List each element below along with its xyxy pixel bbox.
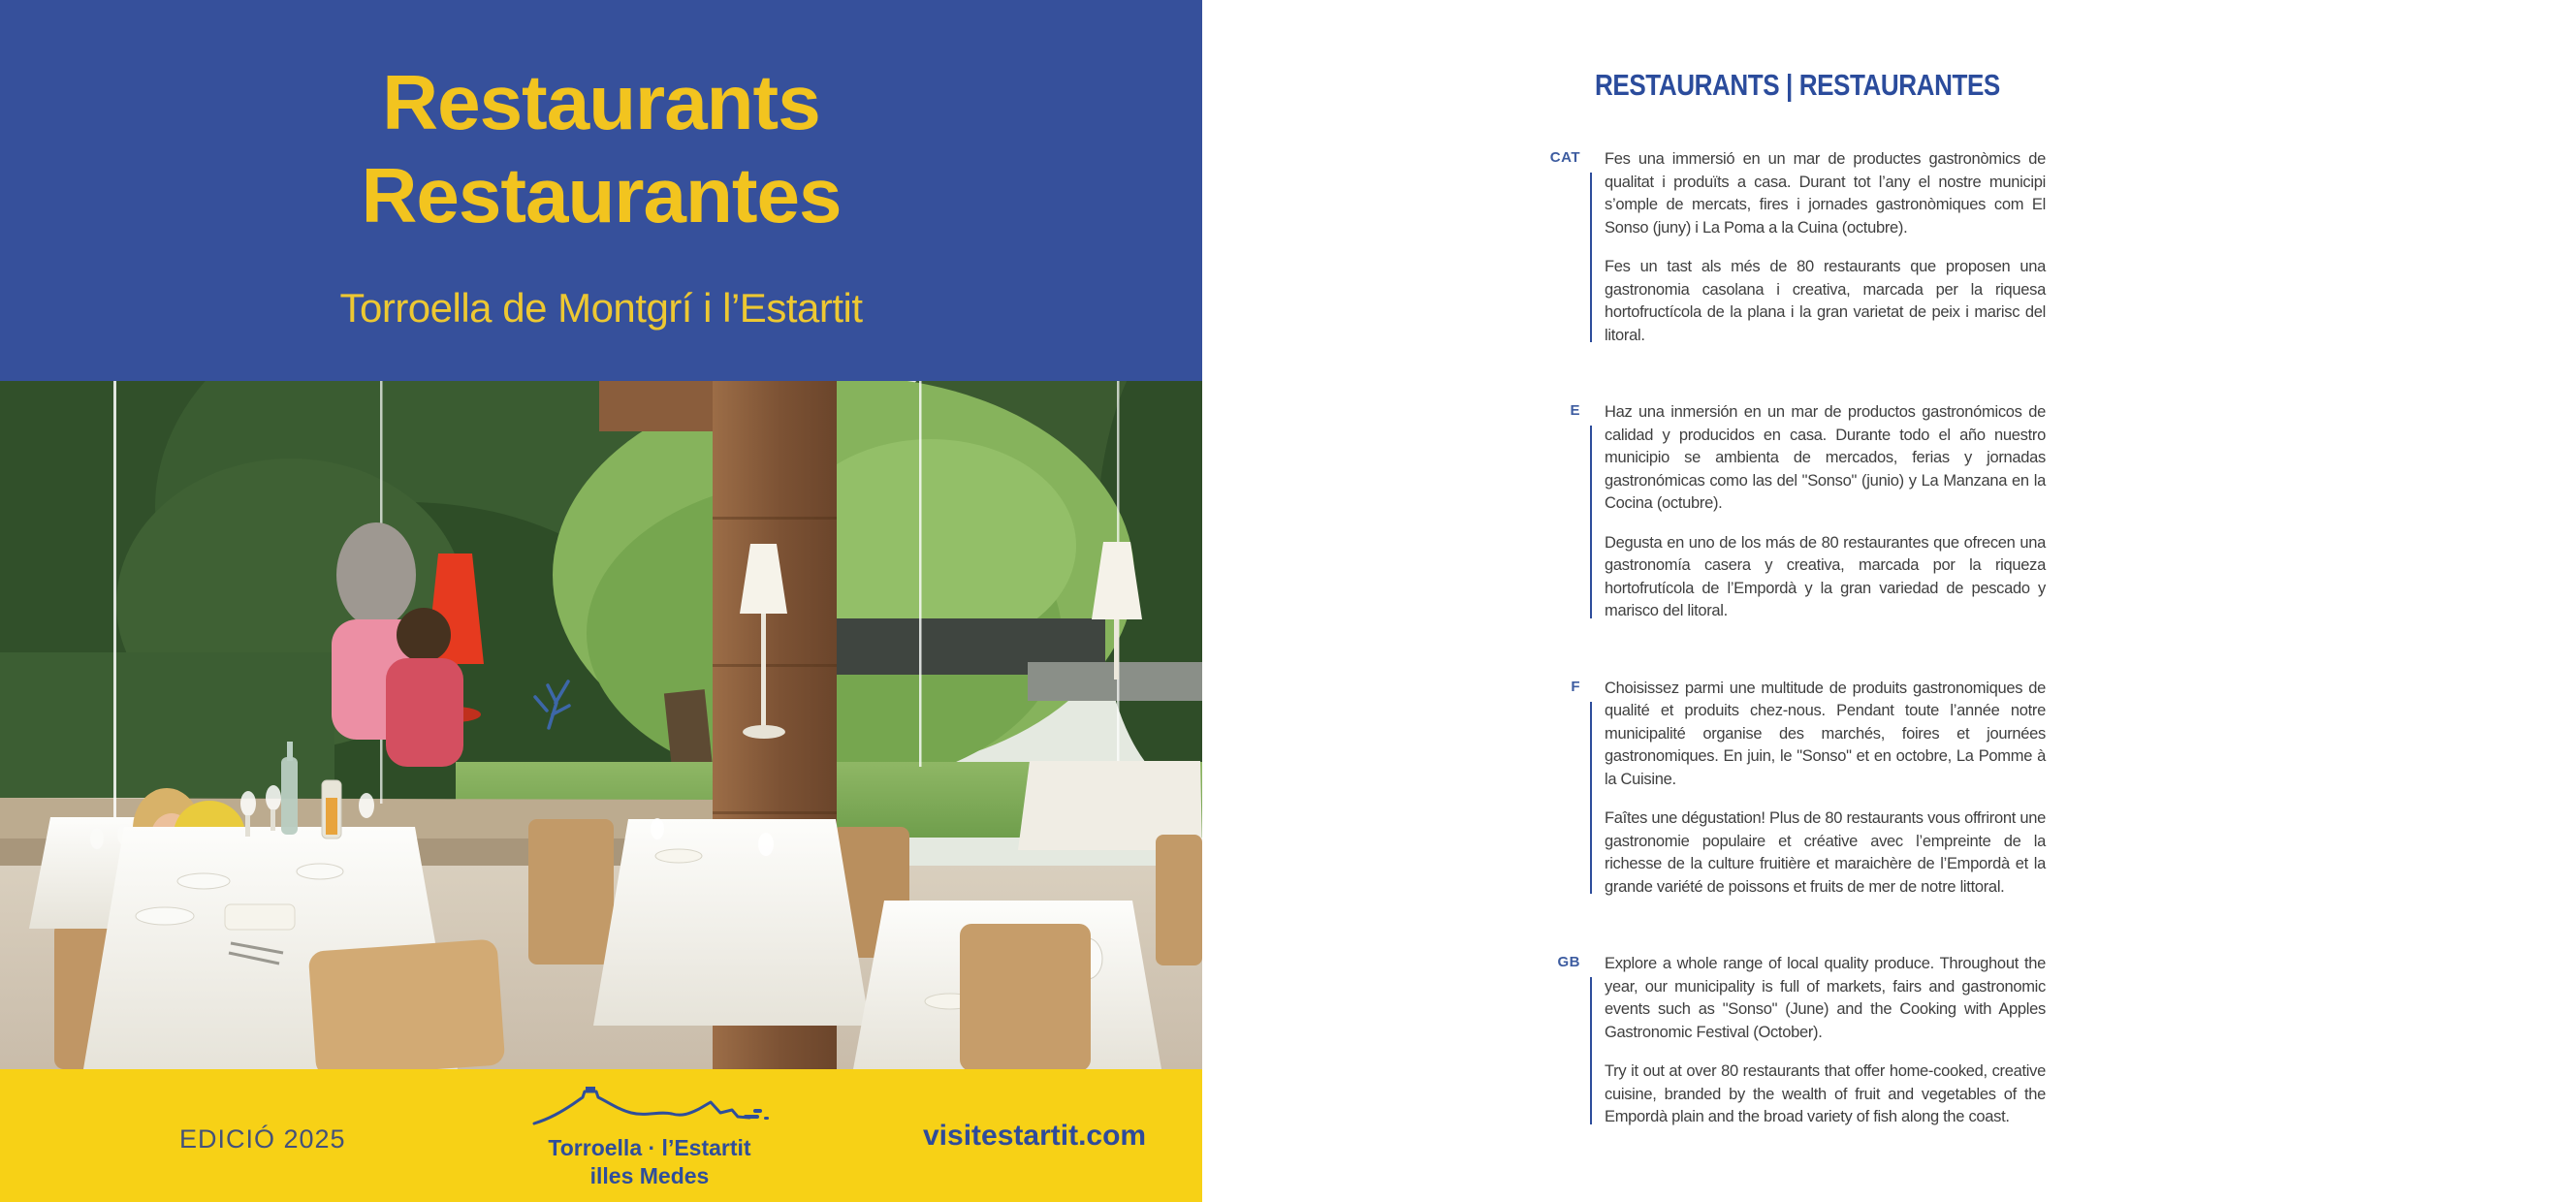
paragraph: Fes un tast als més de 80 restaurants que proposen una gastronomia casolana i creativa, marcada per la riquesa hortofructícola de la plana i la gran varietat de peix i marisc del litoral. bbox=[1605, 258, 2046, 344]
paragraph: Haz una inmersión en un mar de productos gastronómicos de calidad y producidos en casa. Durante todo el año nuestro municipio se ambienta de mercados, ferias y jornadas gastronómicas como las del "Sonso" (junio) y La Manzana en la Cocina (octubre). bbox=[1605, 403, 2046, 512]
cover-footer bbox=[0, 1069, 1202, 1202]
lang-label-cat: CAT bbox=[1549, 149, 1580, 166]
paragraph: Fes una immersió en un mar de productes gastronòmics de qualitat i produïts a casa. Durant tot l’any el nostre municipi s’omple de mercats, fires i jornades gastronòmiques com El Sonso (juny) i La Poma a la Cuina (octubre). bbox=[1605, 150, 2046, 237]
lang-body-e bbox=[1590, 401, 2046, 623]
logo-wordmark-line1: Torroella · l’Estartit bbox=[548, 1135, 751, 1160]
lang-body-cat bbox=[1590, 148, 2046, 347]
section-spanish bbox=[1549, 401, 2046, 623]
paragraph: Degusta en uno de los más de 80 restaurantes que ofrecen una gastronomía casera y creativa, marcada por la riqueza hortofrutícola de l’Empordà y la gran variedad de pescado y marisco del litoral. bbox=[1605, 533, 2046, 619]
cover-title bbox=[0, 56, 1202, 242]
cover-header bbox=[0, 0, 1202, 381]
lang-gutter bbox=[1549, 953, 1590, 1129]
dining-table-mid bbox=[593, 818, 870, 1026]
text-content bbox=[1549, 68, 2046, 1129]
section-catalan bbox=[1549, 148, 2046, 347]
lang-body-f bbox=[1590, 678, 2046, 900]
restaurant-terrace-illustration bbox=[0, 381, 1202, 1069]
lang-gutter bbox=[1549, 678, 1590, 900]
paragraph: Try it out at over 80 restaurants that offer home-cooked, creative cuisine, branded by the wealth of fruit and vegetables of the Empordà plain and the broad variety of fish along the coast. bbox=[1605, 1062, 2046, 1125]
lang-gutter bbox=[1549, 401, 1590, 623]
paragraph: Choisissez parmi une multitude de produits gastronomiques de qualité et produits chez-nous. Pendant toute l’année notre municipalité organise des marchés, foires et journées gastronomiques. En juin, le "Sonso" et en octobre, La Pomme à la Cuisine. bbox=[1605, 679, 2046, 788]
destination-logo bbox=[504, 1083, 795, 1190]
cover-title-line2: Restaurantes bbox=[361, 152, 842, 238]
edition-label: EDICIÓ 2025 bbox=[179, 1124, 346, 1154]
website-link[interactable]: visitestartit.com bbox=[923, 1120, 1147, 1152]
logo-wordmark-line2: illes Medes bbox=[589, 1163, 710, 1188]
cover-page bbox=[0, 0, 1202, 1202]
page-title: RESTAURANTS | RESTAURANTES bbox=[1595, 68, 2000, 102]
section-french bbox=[1549, 678, 2046, 900]
paragraph: Faîtes une dégustation! Plus de 80 restaurants vous offriront une gastronomie populaire et créative avec l’empreinte de la richesse de la culture fruitière et maraichère de l’Empordà et la grande variété de poissons et fruits de mer de notre littoral. bbox=[1605, 809, 2046, 896]
cover-subtitle: Torroella de Montgrí i l’Estartit bbox=[339, 285, 863, 331]
montgri-skyline-icon bbox=[528, 1083, 771, 1129]
lang-label-f: F bbox=[1571, 678, 1580, 695]
text-page bbox=[1202, 0, 2576, 1202]
section-english bbox=[1549, 953, 2046, 1129]
lang-body-gb bbox=[1590, 953, 2046, 1129]
cover-photo bbox=[0, 381, 1202, 1069]
lang-label-gb: GB bbox=[1557, 954, 1580, 970]
lang-label-e: E bbox=[1570, 402, 1580, 419]
paragraph: Explore a whole range of local quality produce. Throughout the year, our municipality is full of markets, fairs and gastronomic events such as "Sonso" (June) and the Cooking with Apples Gastronomic Festival (October). bbox=[1605, 955, 2046, 1041]
cover-title-line1: Restaurants bbox=[382, 59, 820, 145]
lang-gutter bbox=[1549, 148, 1590, 347]
